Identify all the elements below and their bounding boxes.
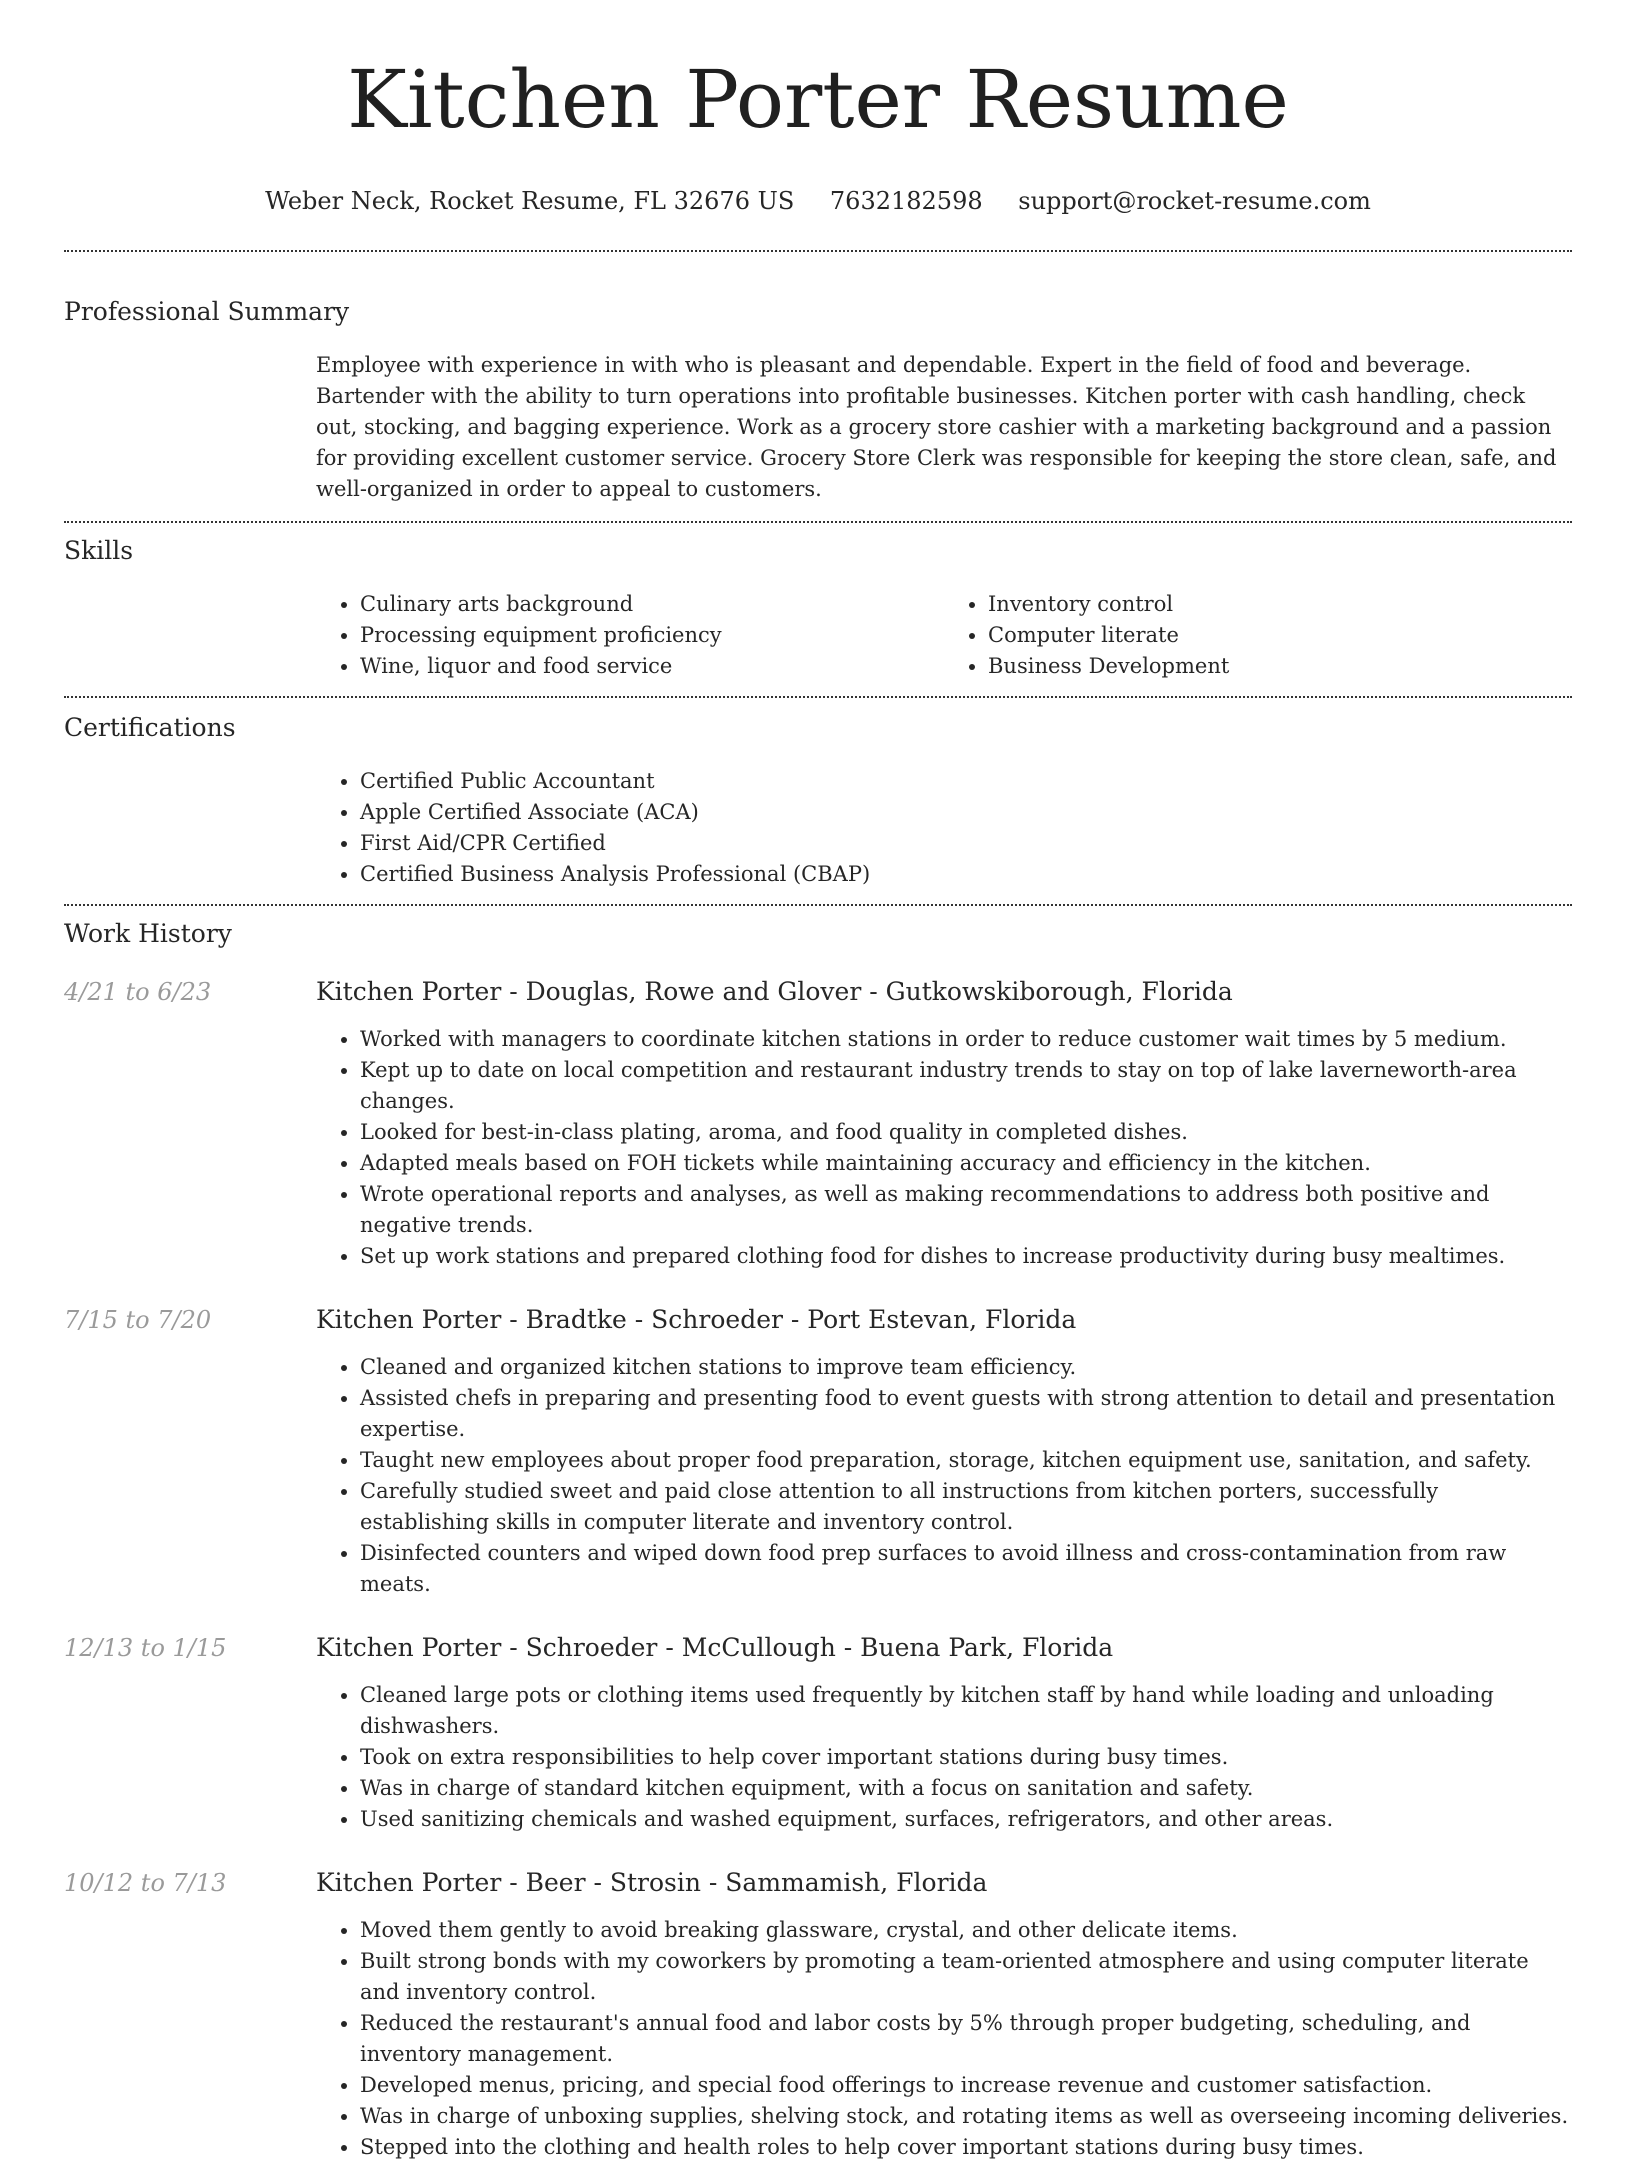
job-bullet: • Looked for best-in-class plating, aroma, and food quality in completed dishes.	[360, 1117, 1572, 1148]
job-bullet: • Took on extra responsibilities to help cover important stations during busy times.	[360, 1742, 1572, 1773]
certification-item: • Certified Public Accountant	[360, 766, 1572, 797]
certifications-list-wrap	[316, 766, 1572, 890]
job-bullet: • Was in charge of standard kitchen equipment, with a focus on sanitation and safety.	[360, 1773, 1572, 1804]
resume-title: Kitchen Porter Resume	[347, 53, 1289, 146]
job-dates: 12/13 to 1/15	[64, 1634, 227, 1662]
job-entry	[64, 1304, 1572, 1600]
job-bullet: • Developed menus, pricing, and special food offerings to increase revenue and customer satisfaction.	[360, 2070, 1572, 2101]
divider	[64, 521, 1572, 523]
job-entry	[64, 1632, 1572, 1835]
job-bullets-wrap	[316, 1352, 1572, 1600]
job-bullet: • Worked with managers to coordinate kitchen stations in order to reduce customer wait times by 5 medium.	[360, 1024, 1572, 1055]
job-bullet: • Stepped into the clothing and health roles to help cover important stations during busy times.	[360, 2132, 1572, 2163]
job-bullet: • Carefully studied sweet and paid close attention to all instructions from kitchen porters, successfully establishing skills in computer literate and inventory control.	[360, 1476, 1572, 1538]
certifications-list	[316, 766, 1572, 890]
job-bullet: • Built strong bonds with my coworkers by promoting a team-oriented atmosphere and using computer literate and inventory control.	[360, 1946, 1572, 2008]
job-bullet: • Kept up to date on local competition and restaurant industry trends to stay on top of lake laverneworth-area changes.	[360, 1055, 1572, 1117]
job-bullet: • Adapted meals based on FOH tickets while maintaining accuracy and efficiency in the kitchen.	[360, 1148, 1572, 1179]
job-bullet: • Used sanitizing chemicals and washed equipment, surfaces, refrigerators, and other areas.	[360, 1804, 1572, 1835]
summary-section	[64, 296, 1572, 505]
resume-page	[64, 0, 1572, 2163]
skill-item: • Inventory control	[988, 589, 1572, 620]
section-title-skills: Skills	[64, 536, 134, 565]
section-title-summary: Professional Summary	[64, 297, 350, 326]
job-heading: Kitchen Porter - Beer - Strosin - Sammamish, Florida	[316, 1868, 988, 1897]
certification-item: • Apple Certified Associate (ACA)	[360, 797, 1572, 828]
certifications-section	[64, 712, 1572, 890]
skill-item: • Culinary arts background	[360, 589, 944, 620]
job-heading: Kitchen Porter - Bradtke - Schroeder - Port Estevan, Florida	[316, 1305, 1077, 1334]
summary-text: Employee with experience in with who is pleasant and dependable. Expert in the field of food and beverage. Bartender with the ability to turn operations into profitable businesses. Kitchen porter with cash handling, check out, stocking, and bagging experience. Work as a grocery store cashier with a marketing background and a passion for providing excellent customer service. Grocery Store Clerk was responsible for keeping the store clean, safe, and well-organized in order to appeal to customers.	[316, 353, 1557, 501]
job-bullet: • Set up work stations and prepared clothing food for dishes to increase productivity during busy mealtimes.	[360, 1241, 1572, 1272]
job-bullets-wrap	[316, 1680, 1572, 1835]
certification-item: • Certified Business Analysis Professional (CBAP)	[360, 859, 1572, 890]
job-bullets	[316, 1680, 1572, 1835]
job-bullet: • Cleaned large pots or clothing items used frequently by kitchen staff by hand while loading and unloading dishwashers.	[360, 1680, 1572, 1742]
job-bullets-wrap	[316, 1024, 1572, 1272]
job-entry	[64, 1867, 1572, 2163]
work-history-section	[64, 918, 1572, 2163]
job-bullet: • Assisted chefs in preparing and presenting food to event guests with strong attention to detail and presentation expertise.	[360, 1383, 1572, 1445]
job-bullet: • Wrote operational reports and analyses, as well as making recommendations to address both positive and negative trends.	[360, 1179, 1572, 1241]
skills-columns	[316, 589, 1572, 682]
job-bullet: • Was in charge of unboxing supplies, shelving stock, and rotating items as well as overseeing incoming deliveries.	[360, 2101, 1572, 2132]
job-bullets	[316, 1915, 1572, 2163]
skill-item: • Wine, liquor and food service	[360, 651, 944, 682]
contact-address: Weber Neck, Rocket Resume, FL 32676 US	[265, 187, 795, 215]
divider	[64, 696, 1572, 698]
skill-item: • Business Development	[988, 651, 1572, 682]
job-dates: 10/12 to 7/13	[64, 1869, 227, 1897]
section-title-certifications: Certifications	[64, 713, 236, 742]
skill-item: • Processing equipment proficiency	[360, 620, 944, 651]
job-heading: Kitchen Porter - Douglas, Rowe and Glover - Gutkowskiborough, Florida	[316, 977, 1233, 1006]
skills-list-right	[944, 589, 1572, 682]
contact-phone: 7632182598	[829, 187, 983, 215]
skills-list-left	[316, 589, 944, 682]
certification-item: • First Aid/CPR Certified	[360, 828, 1572, 859]
divider	[64, 250, 1572, 252]
divider	[64, 904, 1572, 906]
section-title-work-history: Work History	[64, 919, 232, 948]
job-bullets-wrap	[316, 1915, 1572, 2163]
job-bullet: • Reduced the restaurant's annual food and labor costs by 5% through proper budgeting, scheduling, and inventory management.	[360, 2008, 1572, 2070]
job-bullet: • Moved them gently to avoid breaking glassware, crystal, and other delicate items.	[360, 1915, 1572, 1946]
contact-info	[64, 186, 1572, 216]
skill-item: • Computer literate	[988, 620, 1572, 651]
job-entry	[64, 976, 1572, 1272]
job-bullet: • Cleaned and organized kitchen stations to improve team efficiency.	[360, 1352, 1572, 1383]
contact-email[interactable]: support@rocket-resume.com	[1018, 187, 1371, 215]
job-bullets	[316, 1352, 1572, 1600]
job-heading: Kitchen Porter - Schroeder - McCullough - Buena Park, Florida	[316, 1633, 1114, 1662]
job-bullet: • Disinfected counters and wiped down food prep surfaces to avoid illness and cross-contamination from raw meats.	[360, 1538, 1572, 1600]
job-dates: 7/15 to 7/20	[64, 1306, 212, 1334]
job-dates: 4/21 to 6/23	[64, 978, 212, 1006]
skills-section	[64, 535, 1572, 682]
job-bullets	[316, 1024, 1572, 1272]
job-bullet: • Taught new employees about proper food preparation, storage, kitchen equipment use, sanitation, and safety.	[360, 1445, 1572, 1476]
